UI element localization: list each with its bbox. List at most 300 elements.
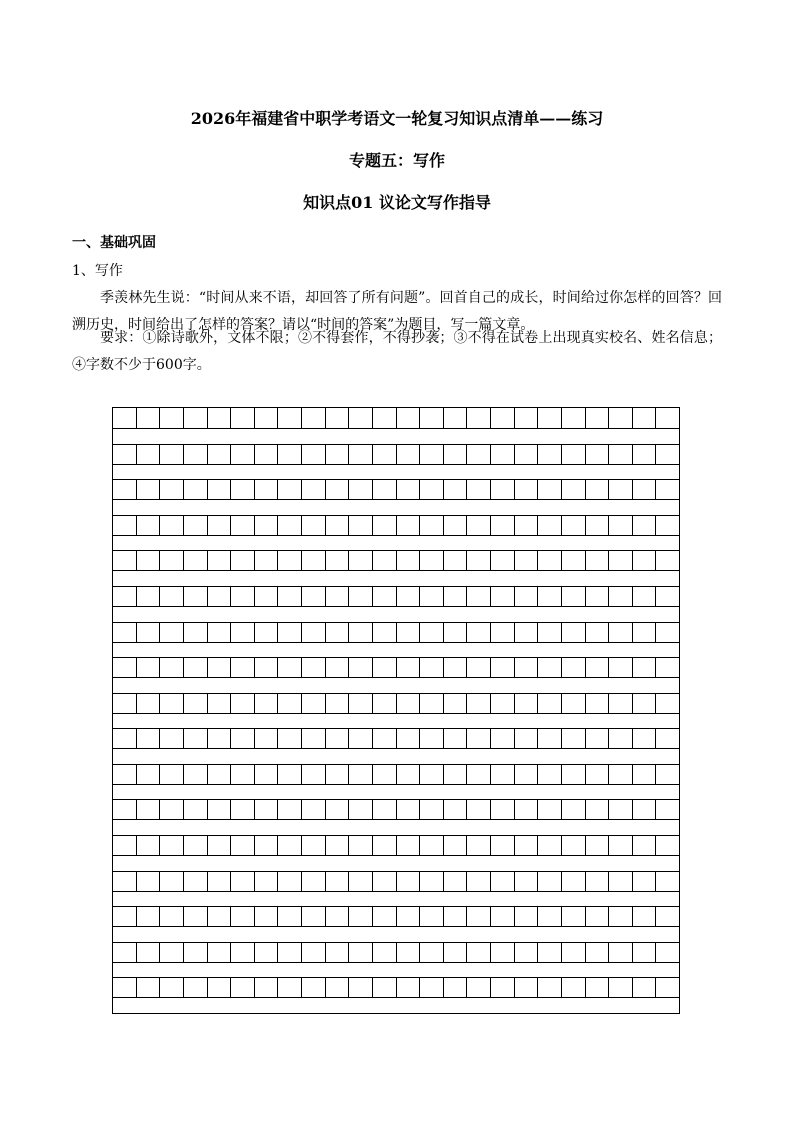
grid-cell[interactable] [609, 657, 633, 677]
grid-cell[interactable] [349, 622, 373, 642]
grid-cell[interactable] [255, 942, 279, 962]
grid-cell[interactable] [137, 693, 161, 713]
grid-cell[interactable] [562, 693, 586, 713]
grid-cell[interactable] [609, 693, 633, 713]
grid-cell[interactable] [160, 586, 184, 606]
grid-cell[interactable] [515, 550, 539, 570]
grid-cell[interactable] [420, 977, 444, 997]
grid-cell[interactable] [515, 906, 539, 926]
grid-cell[interactable] [633, 444, 657, 464]
grid-cell[interactable] [349, 728, 373, 748]
grid-cell[interactable] [231, 728, 255, 748]
grid-cell[interactable] [160, 906, 184, 926]
grid-cell[interactable] [278, 586, 302, 606]
grid-cell[interactable] [113, 871, 137, 891]
grid-cell[interactable] [515, 586, 539, 606]
grid-cell[interactable] [184, 657, 208, 677]
grid-cell[interactable] [349, 657, 373, 677]
grid-cell[interactable] [397, 622, 421, 642]
grid-cell[interactable] [231, 942, 255, 962]
grid-cell[interactable] [491, 799, 515, 819]
grid-cell[interactable] [326, 835, 350, 855]
grid-cell[interactable] [538, 906, 562, 926]
grid-cell[interactable] [491, 871, 515, 891]
grid-cell[interactable] [491, 515, 515, 535]
grid-cell[interactable] [231, 408, 255, 428]
grid-cell[interactable] [562, 728, 586, 748]
grid-cell[interactable] [137, 977, 161, 997]
grid-cell[interactable] [349, 871, 373, 891]
writing-grid[interactable] [112, 407, 680, 1014]
grid-cell[interactable] [113, 728, 137, 748]
grid-cell[interactable] [137, 408, 161, 428]
grid-cell[interactable] [538, 550, 562, 570]
grid-cell[interactable] [231, 764, 255, 784]
grid-cell[interactable] [349, 942, 373, 962]
grid-cell[interactable] [326, 942, 350, 962]
grid-cell[interactable] [302, 977, 326, 997]
grid-cell[interactable] [208, 906, 232, 926]
grid-cell[interactable] [609, 906, 633, 926]
grid-cell[interactable] [609, 515, 633, 535]
grid-cell[interactable] [326, 871, 350, 891]
grid-cell[interactable] [467, 622, 491, 642]
grid-cell[interactable] [515, 942, 539, 962]
grid-cell[interactable] [397, 764, 421, 784]
grid-cell[interactable] [349, 550, 373, 570]
grid-cell[interactable] [609, 764, 633, 784]
grid-cell[interactable] [302, 515, 326, 535]
grid-cell[interactable] [562, 906, 586, 926]
grid-cell[interactable] [515, 408, 539, 428]
grid-cell[interactable] [255, 444, 279, 464]
grid-cell[interactable] [231, 871, 255, 891]
grid-cell[interactable] [656, 977, 679, 997]
grid-cell[interactable] [208, 728, 232, 748]
grid-cell[interactable] [326, 479, 350, 499]
grid-cell[interactable] [586, 657, 610, 677]
grid-cell[interactable] [184, 728, 208, 748]
grid-cell[interactable] [137, 444, 161, 464]
grid-cell[interactable] [397, 871, 421, 891]
grid-cell[interactable] [302, 622, 326, 642]
grid-cell[interactable] [420, 728, 444, 748]
grid-cell[interactable] [491, 977, 515, 997]
grid-cell[interactable] [586, 444, 610, 464]
grid-cell[interactable] [397, 444, 421, 464]
grid-cell[interactable] [278, 764, 302, 784]
grid-cell[interactable] [208, 977, 232, 997]
grid-cell[interactable] [160, 515, 184, 535]
grid-cell[interactable] [278, 515, 302, 535]
grid-cell[interactable] [397, 799, 421, 819]
grid-cell[interactable] [397, 728, 421, 748]
grid-cell[interactable] [137, 479, 161, 499]
grid-cell[interactable] [538, 657, 562, 677]
grid-cell[interactable] [278, 871, 302, 891]
grid-cell[interactable] [349, 586, 373, 606]
grid-cell[interactable] [538, 977, 562, 997]
grid-cell[interactable] [113, 444, 137, 464]
grid-cell[interactable] [586, 977, 610, 997]
grid-cell[interactable] [113, 515, 137, 535]
grid-cell[interactable] [467, 835, 491, 855]
grid-cell[interactable] [137, 835, 161, 855]
grid-cell[interactable] [349, 408, 373, 428]
grid-cell[interactable] [538, 408, 562, 428]
grid-cell[interactable] [633, 657, 657, 677]
grid-cell[interactable] [656, 622, 679, 642]
grid-cell[interactable] [326, 622, 350, 642]
grid-cell[interactable] [656, 942, 679, 962]
grid-cell[interactable] [586, 942, 610, 962]
grid-cell[interactable] [255, 728, 279, 748]
grid-cell[interactable] [538, 622, 562, 642]
grid-cell[interactable] [184, 764, 208, 784]
grid-cell[interactable] [586, 408, 610, 428]
grid-cell[interactable] [160, 622, 184, 642]
grid-cell[interactable] [467, 871, 491, 891]
grid-cell[interactable] [633, 515, 657, 535]
grid-cell[interactable] [160, 693, 184, 713]
grid-cell[interactable] [326, 657, 350, 677]
grid-cell[interactable] [231, 657, 255, 677]
grid-cell[interactable] [586, 799, 610, 819]
grid-cell[interactable] [633, 942, 657, 962]
grid-cell[interactable] [633, 550, 657, 570]
grid-cell[interactable] [255, 799, 279, 819]
grid-cell[interactable] [255, 408, 279, 428]
grid-cell[interactable] [562, 479, 586, 499]
grid-cell[interactable] [231, 693, 255, 713]
grid-cell[interactable] [184, 550, 208, 570]
grid-cell[interactable] [302, 657, 326, 677]
grid-cell[interactable] [515, 622, 539, 642]
grid-cell[interactable] [515, 657, 539, 677]
grid-cell[interactable] [302, 728, 326, 748]
grid-cell[interactable] [160, 479, 184, 499]
grid-cell[interactable] [420, 444, 444, 464]
grid-cell[interactable] [184, 942, 208, 962]
grid-cell[interactable] [184, 479, 208, 499]
grid-cell[interactable] [255, 977, 279, 997]
grid-cell[interactable] [397, 479, 421, 499]
grid-cell[interactable] [491, 408, 515, 428]
grid-cell[interactable] [326, 444, 350, 464]
grid-cell[interactable] [302, 835, 326, 855]
grid-cell[interactable] [184, 622, 208, 642]
grid-cell[interactable] [255, 835, 279, 855]
grid-cell[interactable] [586, 515, 610, 535]
grid-cell[interactable] [373, 586, 397, 606]
grid-cell[interactable] [538, 586, 562, 606]
grid-cell[interactable] [562, 408, 586, 428]
grid-cell[interactable] [113, 835, 137, 855]
grid-cell[interactable] [444, 408, 468, 428]
grid-cell[interactable] [444, 550, 468, 570]
grid-cell[interactable] [656, 693, 679, 713]
grid-cell[interactable] [491, 622, 515, 642]
grid-cell[interactable] [137, 799, 161, 819]
grid-cell[interactable] [373, 977, 397, 997]
grid-cell[interactable] [113, 622, 137, 642]
grid-cell[interactable] [278, 408, 302, 428]
grid-cell[interactable] [255, 657, 279, 677]
grid-cell[interactable] [491, 479, 515, 499]
grid-cell[interactable] [326, 693, 350, 713]
grid-cell[interactable] [609, 942, 633, 962]
grid-cell[interactable] [231, 444, 255, 464]
grid-cell[interactable] [609, 728, 633, 748]
grid-cell[interactable] [113, 550, 137, 570]
grid-cell[interactable] [302, 799, 326, 819]
grid-cell[interactable] [633, 871, 657, 891]
grid-cell[interactable] [420, 550, 444, 570]
grid-cell[interactable] [373, 799, 397, 819]
grid-cell[interactable] [349, 977, 373, 997]
grid-cell[interactable] [184, 515, 208, 535]
grid-cell[interactable] [302, 408, 326, 428]
grid-cell[interactable] [373, 550, 397, 570]
grid-cell[interactable] [208, 764, 232, 784]
grid-cell[interactable] [302, 764, 326, 784]
grid-cell[interactable] [467, 942, 491, 962]
grid-cell[interactable] [467, 977, 491, 997]
grid-cell[interactable] [515, 835, 539, 855]
grid-cell[interactable] [160, 444, 184, 464]
grid-cell[interactable] [467, 515, 491, 535]
grid-cell[interactable] [491, 444, 515, 464]
grid-cell[interactable] [491, 586, 515, 606]
grid-cell[interactable] [538, 728, 562, 748]
grid-cell[interactable] [302, 479, 326, 499]
grid-cell[interactable] [444, 871, 468, 891]
grid-cell[interactable] [349, 835, 373, 855]
grid-cell[interactable] [208, 586, 232, 606]
grid-cell[interactable] [420, 906, 444, 926]
grid-cell[interactable] [184, 444, 208, 464]
grid-cell[interactable] [467, 444, 491, 464]
grid-cell[interactable] [656, 515, 679, 535]
grid-cell[interactable] [562, 586, 586, 606]
grid-cell[interactable] [113, 657, 137, 677]
grid-cell[interactable] [160, 942, 184, 962]
grid-cell[interactable] [420, 871, 444, 891]
grid-cell[interactable] [633, 586, 657, 606]
grid-cell[interactable] [586, 835, 610, 855]
grid-cell[interactable] [278, 657, 302, 677]
grid-cell[interactable] [231, 835, 255, 855]
grid-cell[interactable] [349, 764, 373, 784]
grid-cell[interactable] [255, 871, 279, 891]
grid-cell[interactable] [656, 906, 679, 926]
grid-cell[interactable] [231, 515, 255, 535]
grid-cell[interactable] [444, 657, 468, 677]
grid-cell[interactable] [515, 799, 539, 819]
grid-cell[interactable] [137, 728, 161, 748]
grid-cell[interactable] [467, 799, 491, 819]
grid-cell[interactable] [562, 799, 586, 819]
grid-cell[interactable] [231, 586, 255, 606]
grid-cell[interactable] [113, 586, 137, 606]
grid-cell[interactable] [515, 444, 539, 464]
grid-cell[interactable] [586, 728, 610, 748]
grid-cell[interactable] [373, 693, 397, 713]
grid-cell[interactable] [302, 550, 326, 570]
grid-cell[interactable] [397, 977, 421, 997]
grid-cell[interactable] [184, 586, 208, 606]
grid-cell[interactable] [326, 550, 350, 570]
grid-cell[interactable] [231, 622, 255, 642]
grid-cell[interactable] [491, 764, 515, 784]
grid-cell[interactable] [420, 408, 444, 428]
grid-cell[interactable] [160, 835, 184, 855]
grid-cell[interactable] [137, 657, 161, 677]
grid-cell[interactable] [420, 479, 444, 499]
grid-cell[interactable] [562, 444, 586, 464]
grid-cell[interactable] [397, 657, 421, 677]
grid-cell[interactable] [302, 693, 326, 713]
grid-cell[interactable] [515, 764, 539, 784]
grid-cell[interactable] [160, 657, 184, 677]
grid-cell[interactable] [656, 586, 679, 606]
grid-cell[interactable] [420, 764, 444, 784]
grid-cell[interactable] [302, 586, 326, 606]
grid-cell[interactable] [562, 515, 586, 535]
grid-cell[interactable] [656, 408, 679, 428]
grid-cell[interactable] [538, 871, 562, 891]
grid-cell[interactable] [420, 799, 444, 819]
grid-cell[interactable] [160, 550, 184, 570]
grid-cell[interactable] [255, 906, 279, 926]
grid-cell[interactable] [633, 408, 657, 428]
grid-cell[interactable] [278, 479, 302, 499]
grid-cell[interactable] [397, 550, 421, 570]
grid-cell[interactable] [586, 622, 610, 642]
grid-cell[interactable] [113, 799, 137, 819]
grid-cell[interactable] [562, 835, 586, 855]
grid-cell[interactable] [137, 550, 161, 570]
grid-cell[interactable] [538, 799, 562, 819]
grid-cell[interactable] [373, 764, 397, 784]
grid-cell[interactable] [397, 835, 421, 855]
grid-cell[interactable] [137, 764, 161, 784]
grid-cell[interactable] [586, 906, 610, 926]
grid-cell[interactable] [467, 408, 491, 428]
grid-cell[interactable] [491, 906, 515, 926]
grid-cell[interactable] [302, 942, 326, 962]
grid-cell[interactable] [444, 479, 468, 499]
grid-cell[interactable] [184, 693, 208, 713]
grid-cell[interactable] [538, 444, 562, 464]
grid-cell[interactable] [633, 799, 657, 819]
grid-cell[interactable] [491, 728, 515, 748]
grid-cell[interactable] [515, 515, 539, 535]
grid-cell[interactable] [113, 906, 137, 926]
grid-cell[interactable] [444, 764, 468, 784]
grid-cell[interactable] [609, 799, 633, 819]
grid-cell[interactable] [278, 835, 302, 855]
grid-cell[interactable] [208, 479, 232, 499]
grid-cell[interactable] [562, 657, 586, 677]
grid-cell[interactable] [160, 799, 184, 819]
grid-cell[interactable] [326, 728, 350, 748]
grid-cell[interactable] [420, 586, 444, 606]
grid-cell[interactable] [160, 764, 184, 784]
grid-cell[interactable] [208, 657, 232, 677]
grid-cell[interactable] [467, 693, 491, 713]
grid-cell[interactable] [231, 479, 255, 499]
grid-cell[interactable] [562, 942, 586, 962]
grid-cell[interactable] [562, 622, 586, 642]
grid-cell[interactable] [562, 871, 586, 891]
grid-cell[interactable] [137, 515, 161, 535]
grid-cell[interactable] [397, 906, 421, 926]
grid-cell[interactable] [373, 657, 397, 677]
grid-cell[interactable] [656, 835, 679, 855]
grid-cell[interactable] [586, 586, 610, 606]
grid-cell[interactable] [208, 942, 232, 962]
grid-cell[interactable] [255, 586, 279, 606]
grid-cell[interactable] [160, 728, 184, 748]
grid-cell[interactable] [491, 835, 515, 855]
grid-cell[interactable] [633, 764, 657, 784]
grid-cell[interactable] [137, 942, 161, 962]
grid-cell[interactable] [373, 835, 397, 855]
grid-cell[interactable] [538, 764, 562, 784]
grid-cell[interactable] [397, 586, 421, 606]
grid-cell[interactable] [208, 835, 232, 855]
grid-cell[interactable] [278, 444, 302, 464]
grid-cell[interactable] [349, 515, 373, 535]
grid-cell[interactable] [586, 764, 610, 784]
grid-cell[interactable] [373, 408, 397, 428]
grid-cell[interactable] [326, 586, 350, 606]
grid-cell[interactable] [160, 977, 184, 997]
grid-cell[interactable] [184, 799, 208, 819]
grid-cell[interactable] [467, 479, 491, 499]
grid-cell[interactable] [420, 657, 444, 677]
grid-cell[interactable] [208, 444, 232, 464]
grid-cell[interactable] [656, 550, 679, 570]
grid-cell[interactable] [609, 871, 633, 891]
grid-cell[interactable] [137, 586, 161, 606]
grid-cell[interactable] [113, 764, 137, 784]
grid-cell[interactable] [231, 977, 255, 997]
grid-cell[interactable] [255, 764, 279, 784]
grid-cell[interactable] [420, 622, 444, 642]
grid-cell[interactable] [515, 977, 539, 997]
grid-cell[interactable] [208, 408, 232, 428]
grid-cell[interactable] [609, 622, 633, 642]
grid-cell[interactable] [255, 515, 279, 535]
grid-cell[interactable] [538, 479, 562, 499]
grid-cell[interactable] [467, 586, 491, 606]
grid-cell[interactable] [491, 550, 515, 570]
grid-cell[interactable] [538, 693, 562, 713]
grid-cell[interactable] [515, 871, 539, 891]
grid-cell[interactable] [113, 479, 137, 499]
grid-cell[interactable] [231, 799, 255, 819]
grid-cell[interactable] [491, 942, 515, 962]
grid-cell[interactable] [349, 693, 373, 713]
grid-cell[interactable] [278, 799, 302, 819]
grid-cell[interactable] [373, 515, 397, 535]
grid-cell[interactable] [420, 942, 444, 962]
grid-cell[interactable] [420, 693, 444, 713]
grid-cell[interactable] [467, 657, 491, 677]
grid-cell[interactable] [656, 871, 679, 891]
